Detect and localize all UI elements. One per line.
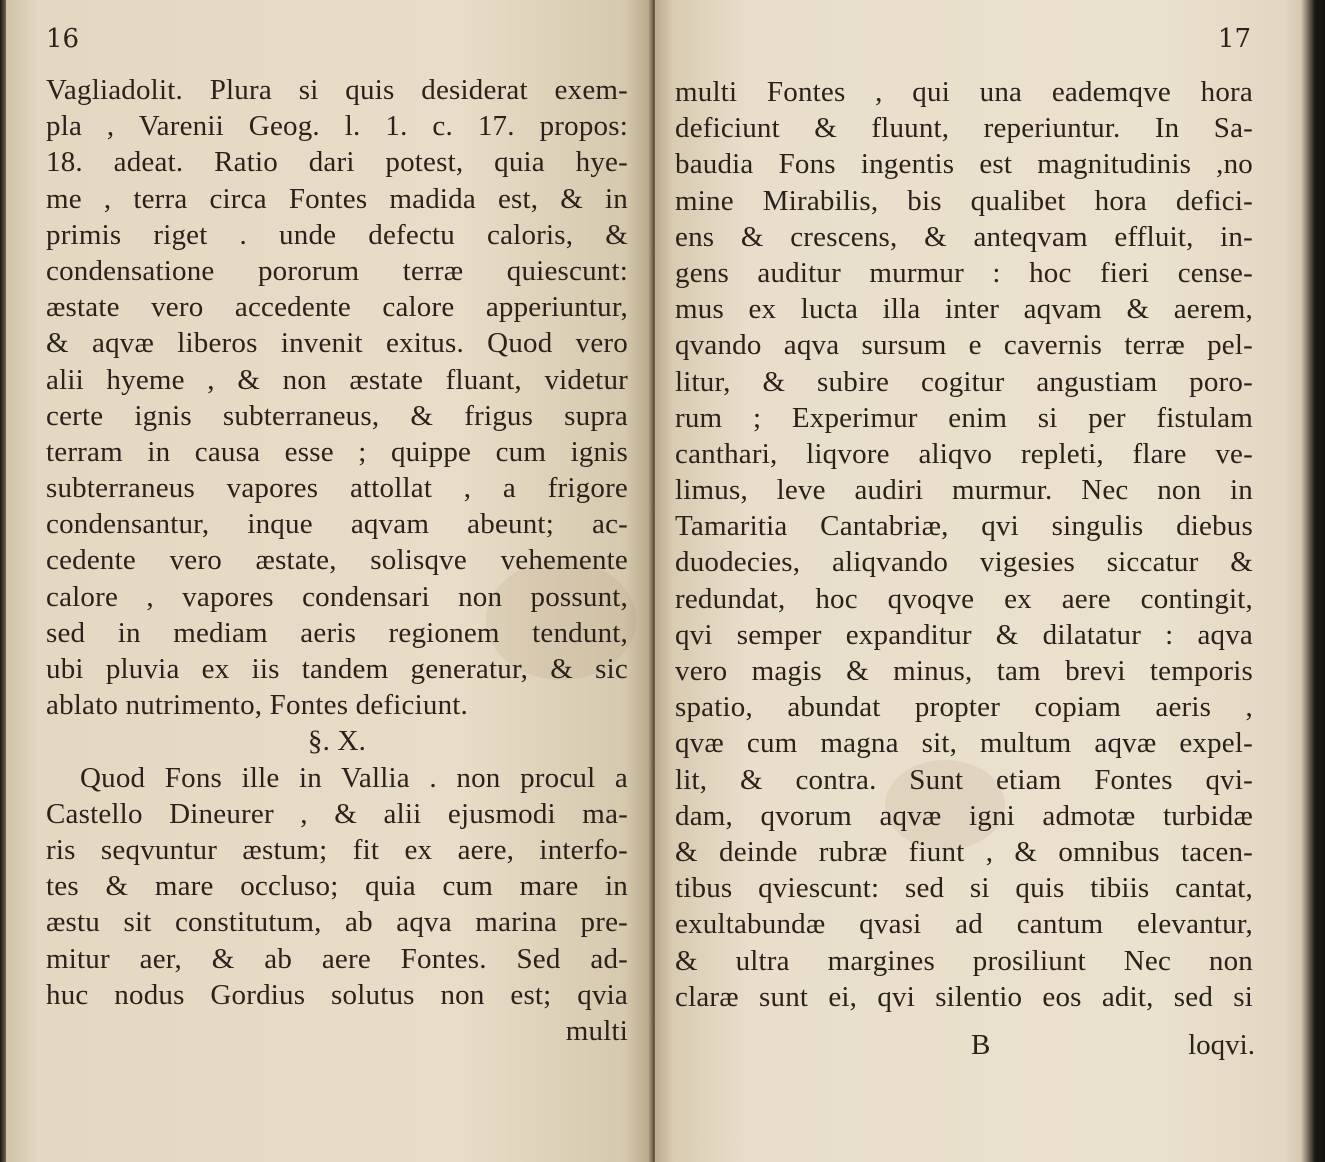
text-line: 18. adeat. Ratio dari potest, quia hye- bbox=[46, 146, 628, 179]
text-line: litur, & subire cogitur angustiam poro- bbox=[675, 365, 1253, 398]
left-page bbox=[6, 0, 650, 1162]
text-line: qvando aqva sursum e cavernis terræ pel- bbox=[675, 329, 1253, 362]
right-catchword: loqvi. bbox=[1188, 1029, 1255, 1061]
text-line: huc nodus Gordius solutus non est; qvia bbox=[46, 978, 628, 1011]
text-line: alii hyeme , & non æstate fluant, videtur bbox=[46, 363, 628, 396]
text-line: sed in mediam aeris regionem tendunt, bbox=[46, 616, 628, 649]
text-line: condensatione pororum terræ quiescunt: bbox=[46, 254, 628, 287]
text-line: dam, qvorum aqvæ igni admotæ turbidæ bbox=[675, 799, 1253, 832]
text-line: duodecies, aliqvando vigesies siccatur & bbox=[675, 546, 1253, 579]
text-line: Vagliadolit. Plura si quis desiderat exem- bbox=[46, 74, 628, 106]
text-line: claræ sunt ei, qvi silentio eos adit, sed si bbox=[675, 980, 1253, 1013]
left-page-number: 16 bbox=[46, 24, 80, 54]
text-line: qvi semper expanditur & dilatatur : aqva bbox=[675, 618, 1253, 651]
text-line: ubi pluvia ex iis tandem generatur, & sic bbox=[46, 653, 628, 685]
text-line: mitur aer, & ab aere Fontes. Sed ad- bbox=[46, 942, 628, 975]
text-line: qvæ cum magna sit, multum aqvæ expel- bbox=[675, 727, 1253, 760]
text-line: baudia Fons ingentis est magnitudinis ,no bbox=[675, 148, 1253, 181]
text-line: vero magis & minus, tam brevi temporis bbox=[675, 655, 1253, 687]
text-line: rum ; Experimur enim si per fistulam bbox=[675, 401, 1253, 434]
text-line: condensantur, inque aqvam abeunt; ac- bbox=[46, 508, 628, 541]
text-line: certe ignis subterraneus, & frigus supra bbox=[46, 399, 628, 432]
text-line: redundat, hoc qvoqve ex aere contingit, bbox=[675, 582, 1253, 615]
text-line: spatio, abundat propter copiam aeris , bbox=[675, 691, 1253, 724]
text-line: multi Fontes , qui una eademqve hora bbox=[675, 76, 1253, 108]
text-line: subterraneus vapores attollat , a frigore bbox=[46, 472, 628, 505]
text-line: ris seqvuntur æstum; fit ex aere, interfo- bbox=[46, 833, 628, 866]
text-line: pla , Varenii Geog. l. 1. c. 17. propos: bbox=[46, 110, 628, 143]
right-book-edge bbox=[1285, 0, 1325, 1162]
text-line: terram in causa esse ; quippe cum ignis bbox=[46, 435, 628, 468]
text-line: ablato nutrimento, Fontes deficiunt. bbox=[46, 689, 468, 722]
text-line: calore , vapores condensari non possunt, bbox=[46, 580, 628, 613]
text-line: & deinde rubræ fiunt , & omnibus tacen- bbox=[675, 835, 1253, 868]
text-line: lit, & contra. Sunt etiam Fontes qvi- bbox=[675, 763, 1253, 796]
right-page bbox=[655, 0, 1285, 1162]
text-line: limus, leve audiri murmur. Nec non in bbox=[675, 474, 1253, 507]
left-page-text bbox=[46, 72, 628, 1049]
text-line: cedente vero æstate, solisqve vehemente bbox=[46, 544, 628, 577]
text-line: gens auditur murmur : hoc fieri cense- bbox=[675, 256, 1253, 289]
text-line: Tamaritia Cantabriæ, qvi singulis diebus bbox=[675, 510, 1253, 543]
text-line: primis riget . unde defectu caloris, & bbox=[46, 218, 628, 251]
text-line: ens & crescens, & anteqvam effluit, in- bbox=[675, 220, 1253, 253]
text-line: me , terra circa Fontes madida est, & in bbox=[46, 182, 628, 215]
text-line: Castello Dineurer , & alii ejusmodi ma- bbox=[46, 797, 628, 830]
left-catchword: multi bbox=[565, 1014, 628, 1047]
text-line: exultabundæ qvasi ad cantum elevantur, bbox=[675, 908, 1253, 941]
text-line: & aqvæ liberos invenit exitus. Quod vero bbox=[46, 327, 628, 360]
text-line: mus ex lucta illa inter aqvam & aerem, bbox=[675, 293, 1253, 326]
text-line: æstate vero accedente calore apperiuntur, bbox=[46, 291, 628, 324]
text-line: & ultra margines prosiliunt Nec non bbox=[675, 944, 1253, 977]
text-line: deficiunt & fluunt, reperiuntur. In Sa- bbox=[675, 112, 1253, 145]
text-line: mine Mirabilis, bis qualibet hora defici- bbox=[675, 184, 1253, 217]
right-page-number: 17 bbox=[1217, 24, 1251, 54]
text-line: tibus qviescunt: sed si quis tibiis cantat, bbox=[675, 872, 1253, 905]
section-heading: §. X. bbox=[307, 725, 367, 758]
right-page-text bbox=[675, 74, 1253, 1015]
text-line: Quod Fons ille in Vallia . non procul a bbox=[80, 761, 628, 794]
text-line: canthari, liqvore aliqvo repleti, flare ve- bbox=[675, 437, 1253, 470]
text-line: æstu sit constitutum, ab aqva marina pre- bbox=[46, 906, 628, 939]
signature-mark: B bbox=[971, 1029, 991, 1061]
text-line: tes & mare occluso; quia cum mare in bbox=[46, 870, 628, 903]
